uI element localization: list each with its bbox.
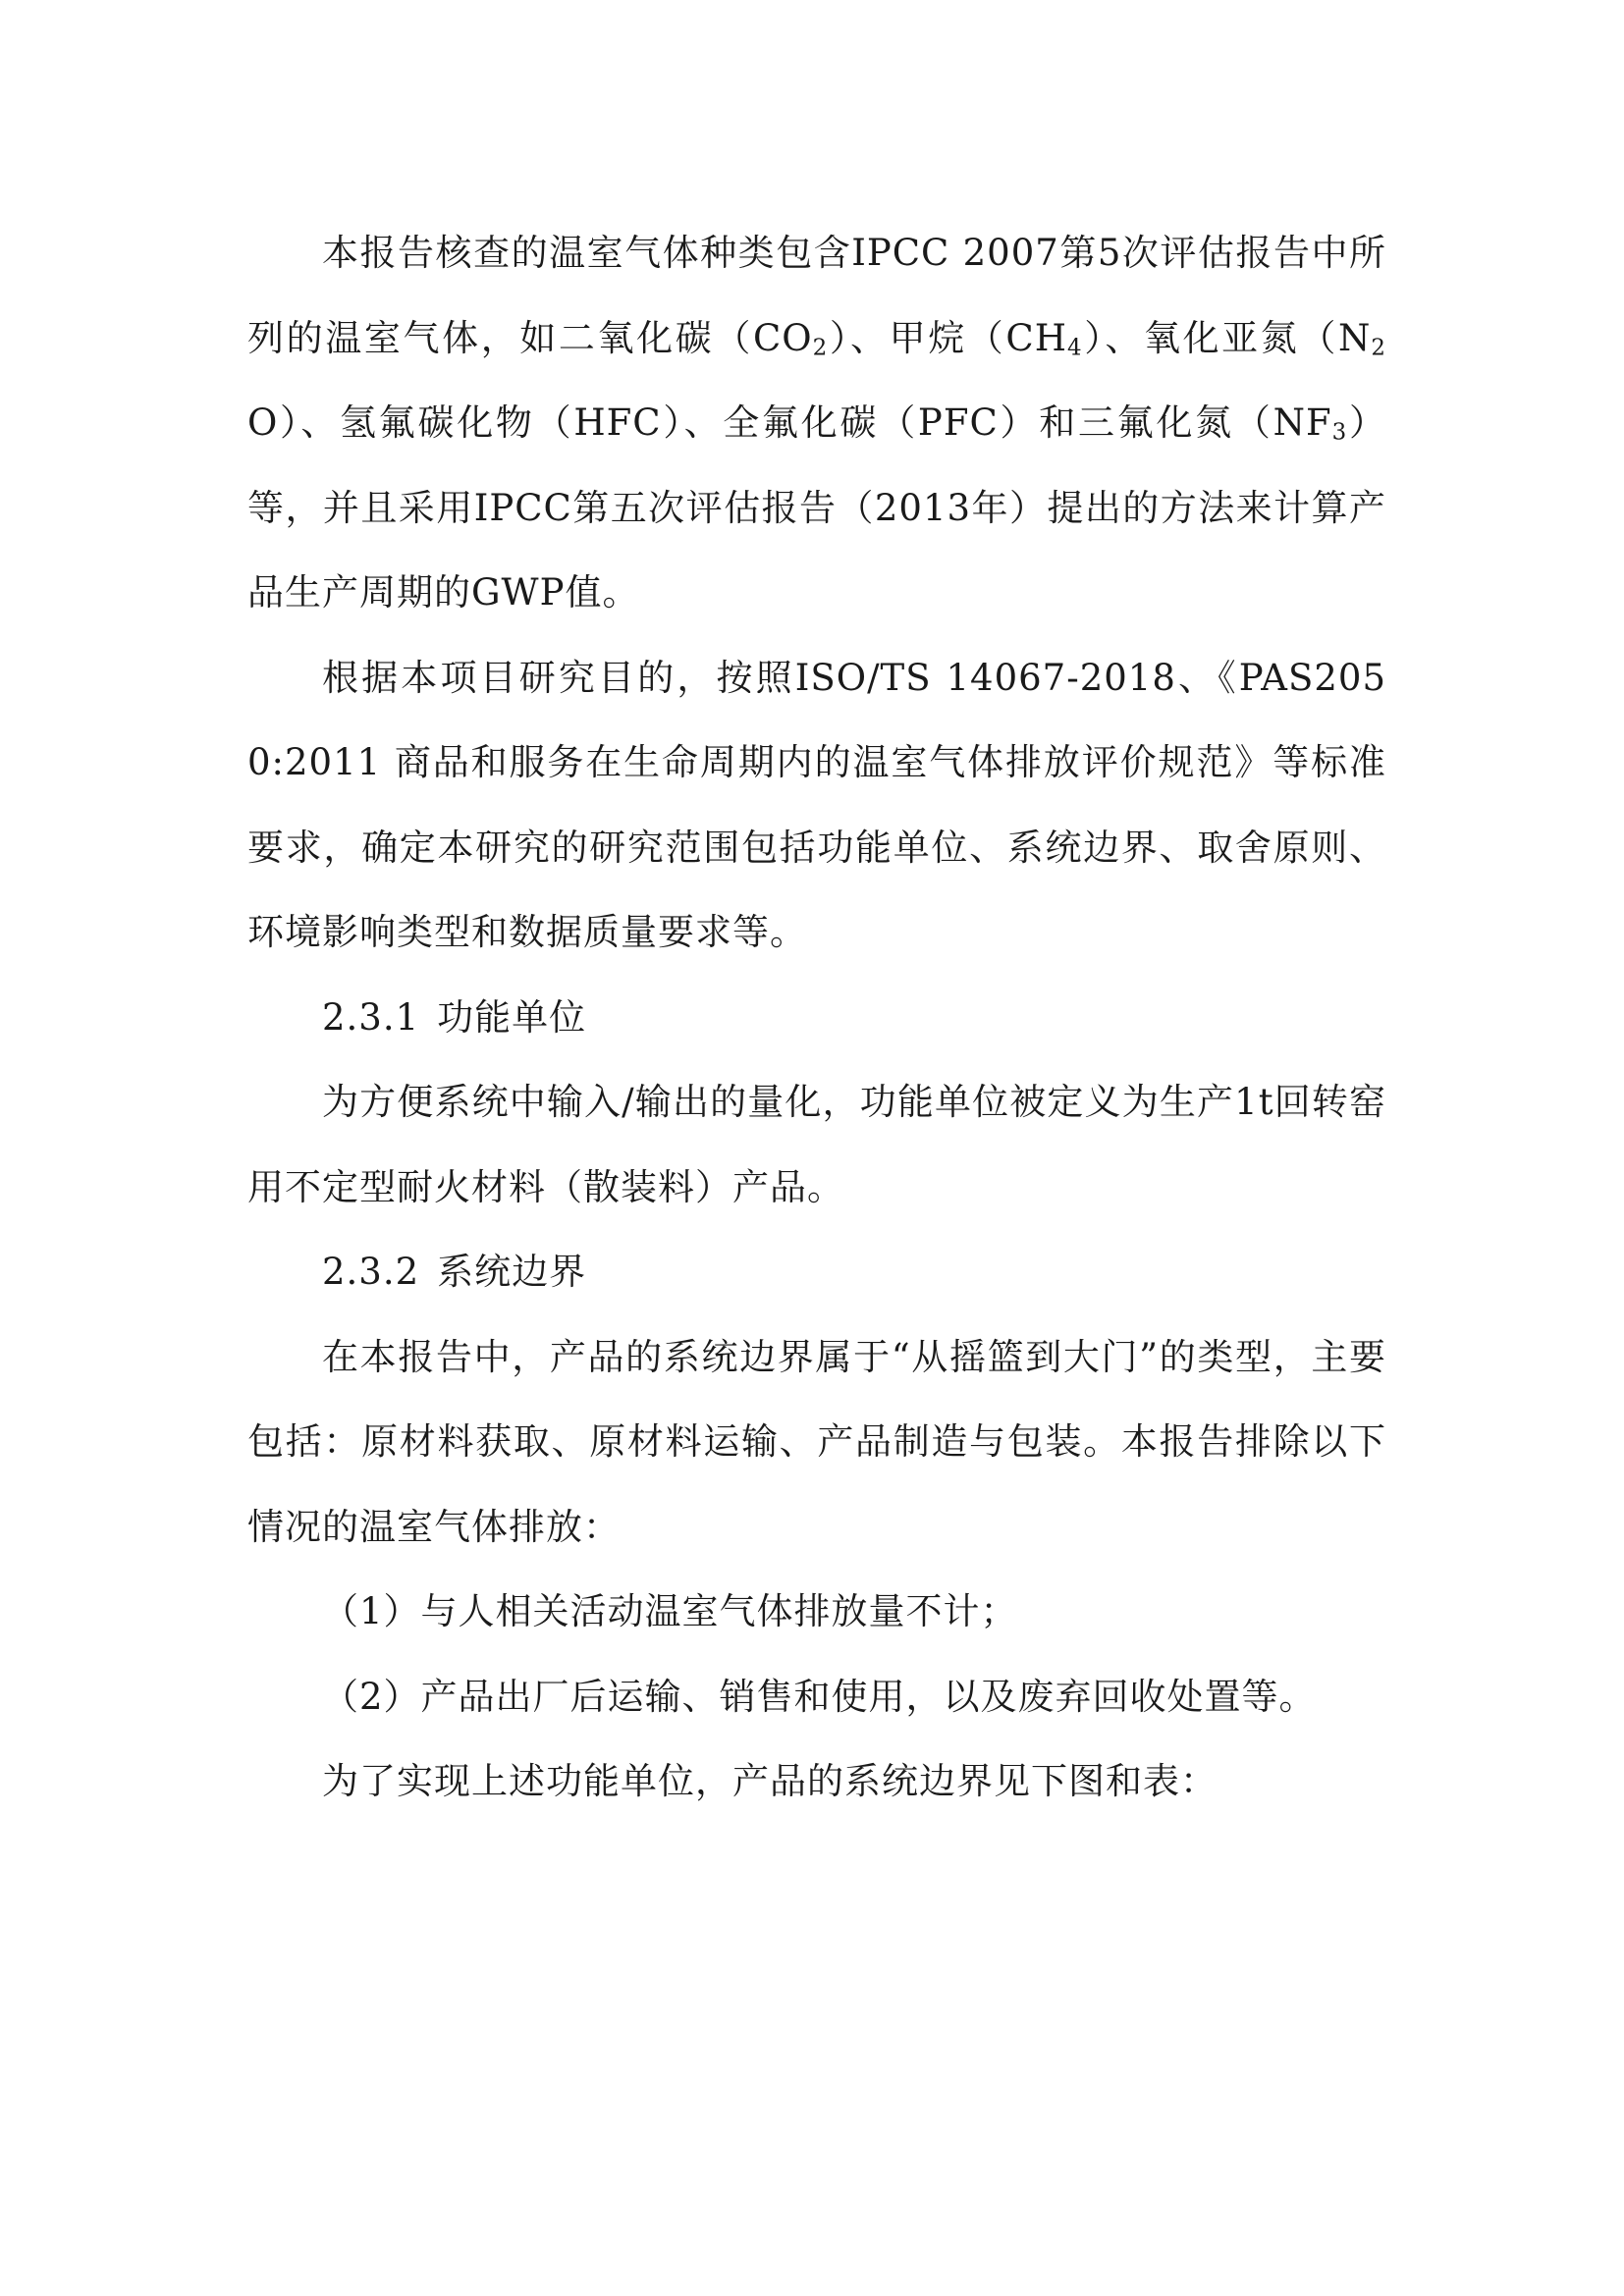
text-segment: ）等，并且采用IPCC第五次评估报告（2013年）提出的方法来计算产品生产周期的GWP值。 <box>247 401 1386 614</box>
document-body <box>247 211 1386 1825</box>
paragraph-functional-unit: 为方便系统中输入/输出的量化，功能单位被定义为生产1t回转窑用不定型耐火材料（散装料）产品。 <box>247 1081 1386 1208</box>
subscript: 4 <box>1067 335 1083 361</box>
subscript: 2 <box>1371 335 1386 361</box>
section-heading-functional-unit <box>247 976 1386 1061</box>
section-number: 2.3.1 <box>322 995 420 1039</box>
paragraph-boundary-figure-intro: 为了实现上述功能单位，产品的系统边界见下图和表： <box>322 1760 1218 1802</box>
section-heading-system-boundary <box>247 1230 1386 1315</box>
list-item: （1）与人相关活动温室气体排放量不计； <box>322 1590 1018 1632</box>
section-title: 系统边界 <box>437 1251 587 1293</box>
paragraph-research-scope: 根据本项目研究目的，按照ISO/TS 14067-2018、《PAS2050:2011 商品和服务在生命周期内的温室气体排放评价规范》等标准要求，确定本研究的研究范围包括功能单位、系统边界、取舍原则、环境影响类型和数据质量要求等。 <box>247 656 1386 953</box>
text-segment: O）、氢氟碳化物（HFC）、全氟化碳（PFC）和三氟化氮（NF <box>247 401 1332 444</box>
paragraph-system-boundary: 在本报告中，产品的系统边界属于“从摇篮到大门”的类型，主要包括：原材料获取、原材料运输、产品制造与包装。本报告排除以下情况的温室气体排放： <box>247 1335 1386 1548</box>
section-number: 2.3.2 <box>322 1251 420 1293</box>
section-title: 功能单位 <box>437 995 587 1039</box>
list-item: （2）产品出厂后运输、销售和使用，以及废弃回收处置等。 <box>322 1675 1317 1718</box>
paragraph-ghg-types <box>247 211 1386 636</box>
text-segment: ）、氧化亚氮（N <box>1082 316 1372 359</box>
subscript: 2 <box>812 335 829 361</box>
subscript: 3 <box>1331 419 1348 446</box>
text-segment: 本报告核查的温室气体种类包含IPCC 2007第5次评估报告中所列的温室气体，如二氧化碳（CO <box>247 232 1386 359</box>
text-segment: ）、甲烷（CH <box>828 316 1068 359</box>
